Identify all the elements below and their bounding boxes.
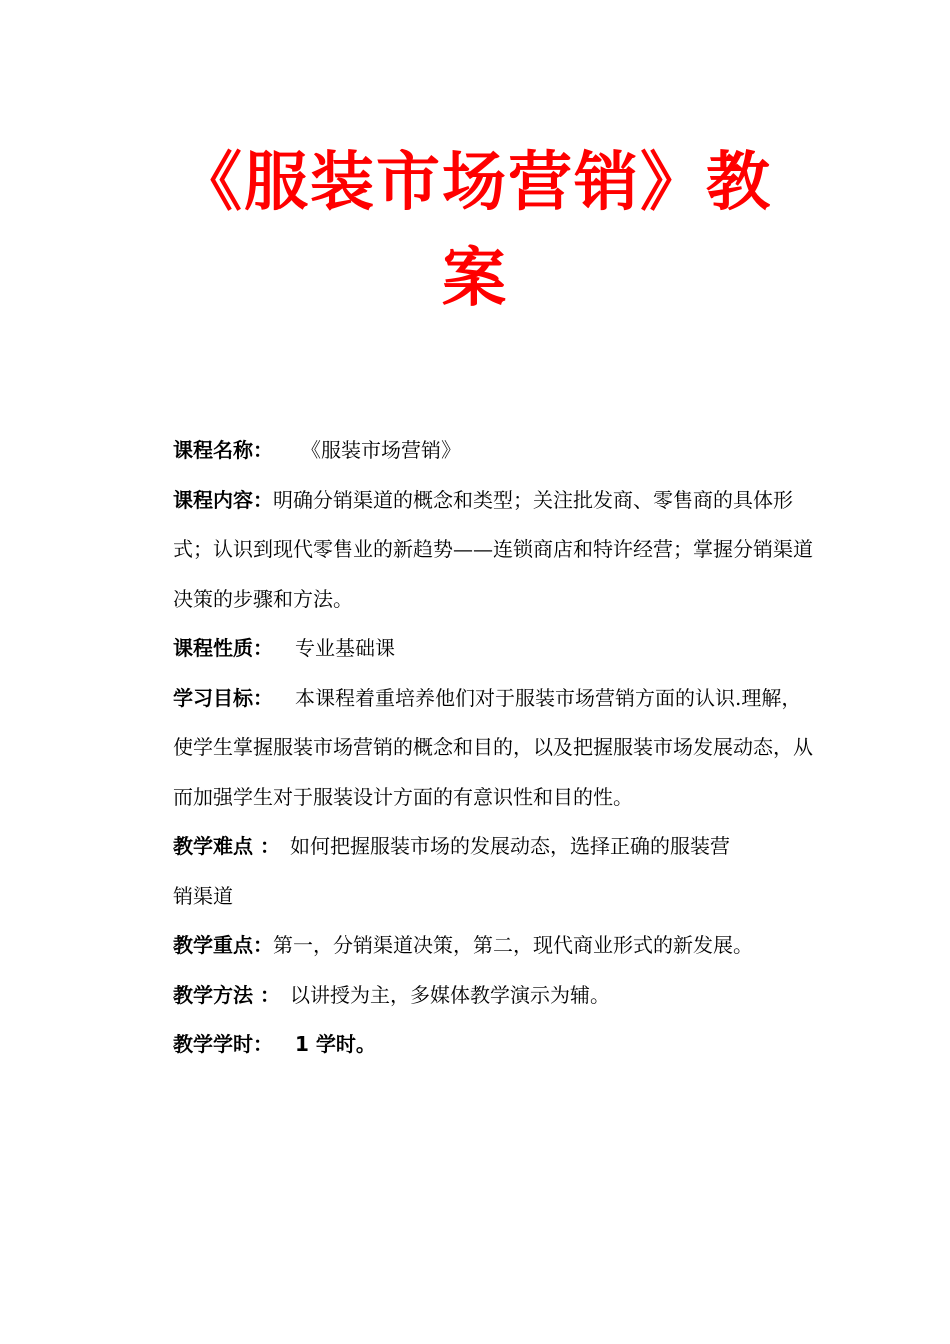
document-title: [160, 135, 790, 327]
key-points-label: 教学重点：: [173, 933, 273, 957]
title-line-1: 《服装市场营销》教: [178, 146, 772, 220]
difficulty-label: 教学难点 ：: [173, 834, 280, 858]
method-value: 以讲授为主，多媒体教学演示为辅。: [289, 982, 610, 1007]
title-line-2: 案: [442, 242, 508, 316]
key-points-value: 第一，分销渠道决策，第二，现代商业形式的新发展。: [273, 933, 753, 957]
course-content-row: [173, 476, 813, 625]
course-nature-label: 课程性质：: [173, 636, 273, 660]
course-nature-value: 专业基础课: [295, 636, 395, 660]
course-nature-row: [173, 624, 813, 674]
learning-goal-row: [173, 674, 813, 823]
key-points-row: [173, 921, 813, 971]
method-row: [173, 971, 813, 1021]
course-name-value: 《服装市场营销》: [301, 438, 461, 462]
hours-label: 教学学时：: [173, 1032, 273, 1056]
learning-goal-value: 本课程着重培养他们对于服装市场营销方面的认识.理解，使学生掌握服装市场营销的概念和目的，以及把握服装市场发展动态，从而加强学生对于服装设计方面的有意识性和目的性。: [173, 685, 813, 809]
course-name-row: [173, 426, 813, 476]
difficulty-value: 如何把握服装市场的发展动态，选择正确的服装营: [289, 834, 730, 858]
difficulty-value-continued: 销渠道: [173, 883, 233, 908]
learning-goal-label: 学习目标：: [173, 685, 273, 710]
course-content-value: 明确分销渠道的概念和类型；关注批发商、零售商的具体形式；认识到现代零售业的新趋势——连锁商店和特许经营；掌握分销渠道决策的步骤和方法。: [173, 487, 813, 611]
course-content-label: 课程内容：: [173, 487, 273, 512]
hours-row: [173, 1020, 813, 1070]
course-name-label: 课程名称：: [173, 438, 273, 462]
difficulty-row: [173, 822, 813, 921]
document-body: [173, 426, 813, 1070]
hours-value: 1 学时。: [295, 1032, 376, 1056]
method-label: 教学方法 ：: [173, 982, 280, 1007]
